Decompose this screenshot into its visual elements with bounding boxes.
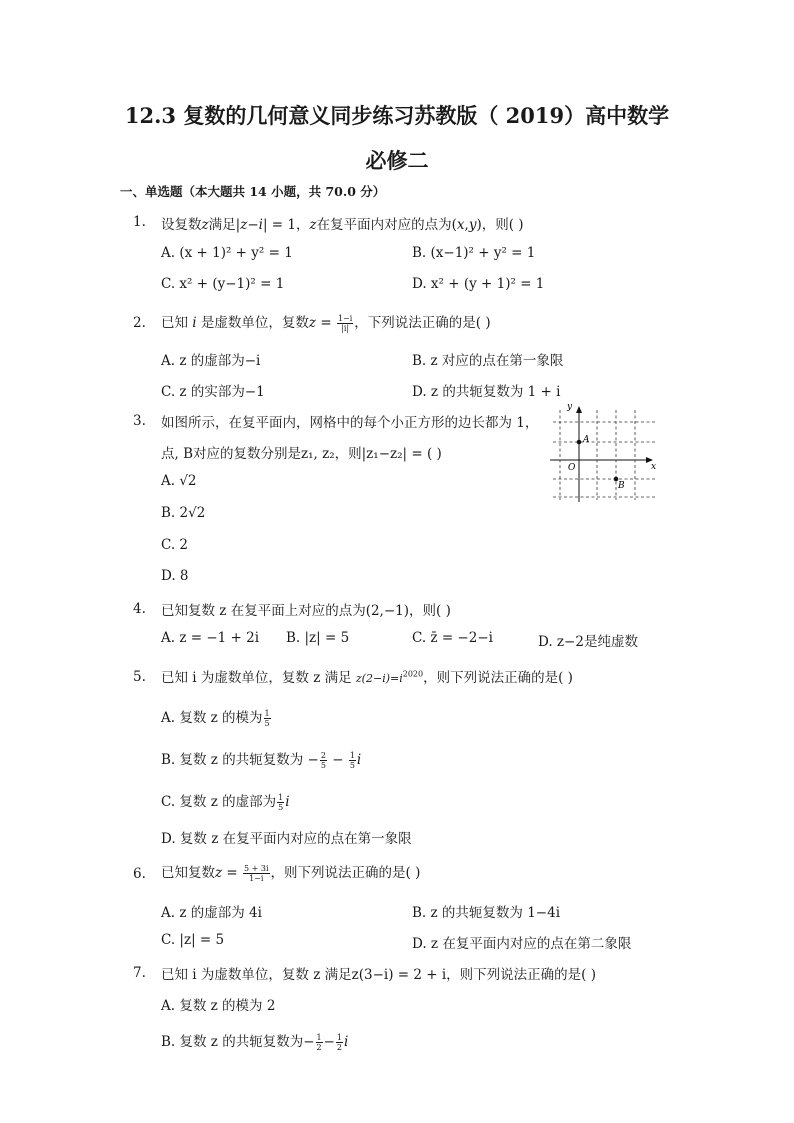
option-c: C. 复数 z 的虚部为 $\frac{1}{5}$ i xyxy=(161,793,290,812)
option-b: B. (x−1)² + y² = 1 xyxy=(412,245,536,261)
point-a-label: A xyxy=(583,435,590,445)
complex-plane-figure xyxy=(545,400,670,505)
option-b: B. 2√2 xyxy=(161,505,206,521)
y-axis-label: y xyxy=(567,402,573,412)
question-number: 2. xyxy=(133,315,146,331)
fraction: $\frac{1-i}{|i|}$ xyxy=(337,314,353,333)
question-7-stem: 已知 i 为虚数单位，复数 z 满足z(3−i) = 2 + i，则下列说法正确的是( ) xyxy=(161,967,596,983)
option-a: A. z 的虚部为−i xyxy=(161,353,261,369)
question-number: 3. xyxy=(133,413,146,429)
option-a: A. z 的虚部为 4i xyxy=(161,905,262,921)
question-5-stem: 已知 i 为虚数单位，复数 z 满足 $z(2-i)=i^{2020}$，则下列说法正确的是( ) xyxy=(161,669,573,686)
question-number: 7. xyxy=(133,965,146,981)
option-b: B. 复数 z 的共轭复数为− $\frac{1}{2}$ − $\frac{1}{2}$ i xyxy=(161,1033,349,1052)
option-d: D. x² + (y + 1)² = 1 xyxy=(412,276,545,292)
question-number: 6. xyxy=(133,866,146,882)
option-c: C. x² + (y−1)² = 1 xyxy=(161,276,285,292)
section-header: 一、单选题（本大题共 14 小题，共 70.0 分） xyxy=(120,184,386,199)
question-4-stem: 已知复数 z 在复平面上对应的点为(2,−1)，则( ) xyxy=(161,603,451,619)
question-number: 5. xyxy=(133,669,146,685)
option-d: D. z 的共轭复数为 1 + i xyxy=(412,384,561,400)
question-3-stem-line1: 如图所示，在复平面内，网格中的每个小正方形的边长都为 1， xyxy=(161,415,539,431)
point-b-label: B xyxy=(618,481,625,491)
option-c: C. |z| = 5 xyxy=(161,932,225,948)
option-b: B. 复数 z 的共轭复数为 − $\frac{2}{5}$ − $\frac{1}{5}$ i xyxy=(161,751,362,770)
option-a: A. √2 xyxy=(161,473,197,489)
origin-label: O xyxy=(568,463,576,473)
option-c: C. z̄ = −2−i xyxy=(412,630,493,646)
option-a: A. 复数 z 的模为 $\frac{1}{5}$ xyxy=(161,709,270,728)
document-title-line1: 12.3 复数的几何意义同步练习苏教版（ 2019）高中数学 xyxy=(124,103,670,128)
question-1-stem: 设复数z满足|z−i| = 1，z在复平面内对应的点为(x,y)，则( ) xyxy=(161,217,524,233)
axes xyxy=(550,406,653,502)
option-d: D. z 在复平面内对应的点在第二象限 xyxy=(412,936,632,952)
option-b: B. z 对应的点在第一象限 xyxy=(412,353,564,369)
option-d: D. z−2是纯虚数 xyxy=(538,634,638,650)
option-a: A. 复数 z 的模为 2 xyxy=(161,998,276,1014)
option-c: C. z 的实部为−1 xyxy=(161,384,265,400)
option-d: D. 复数 z 在复平面内对应的点在第一象限 xyxy=(161,831,412,847)
question-2-stem: 已知 i 是虚数单位，复数z = $\frac{1-i}{|i|}$ ，下列说法正确的是( ) xyxy=(161,314,491,333)
option-a: A. z = −1 + 2i xyxy=(161,630,260,646)
option-c: C. 2 xyxy=(161,537,189,553)
option-d: D. 8 xyxy=(161,568,189,584)
question-3-stem-line2: 点, B对应的复数分别是z₁, z₂，则|z₁−z₂| = ( ) xyxy=(161,446,442,462)
option-b: B. |z| = 5 xyxy=(286,630,350,646)
grid-lines xyxy=(553,410,657,500)
question-6-stem: 已知复数z = $\frac{5 + 3i}{1-i}$ ，则下列说法正确的是( ) xyxy=(161,864,421,883)
x-axis-label: x xyxy=(651,462,657,472)
question-number: 4. xyxy=(133,601,146,617)
option-a: A. (x + 1)² + y² = 1 xyxy=(161,245,293,261)
document-title-line2: 必修二 xyxy=(365,148,429,173)
point-a-marker xyxy=(577,440,582,445)
question-number: 1. xyxy=(133,214,146,230)
option-b: B. z 的共轭复数为 1−4i xyxy=(412,905,561,921)
